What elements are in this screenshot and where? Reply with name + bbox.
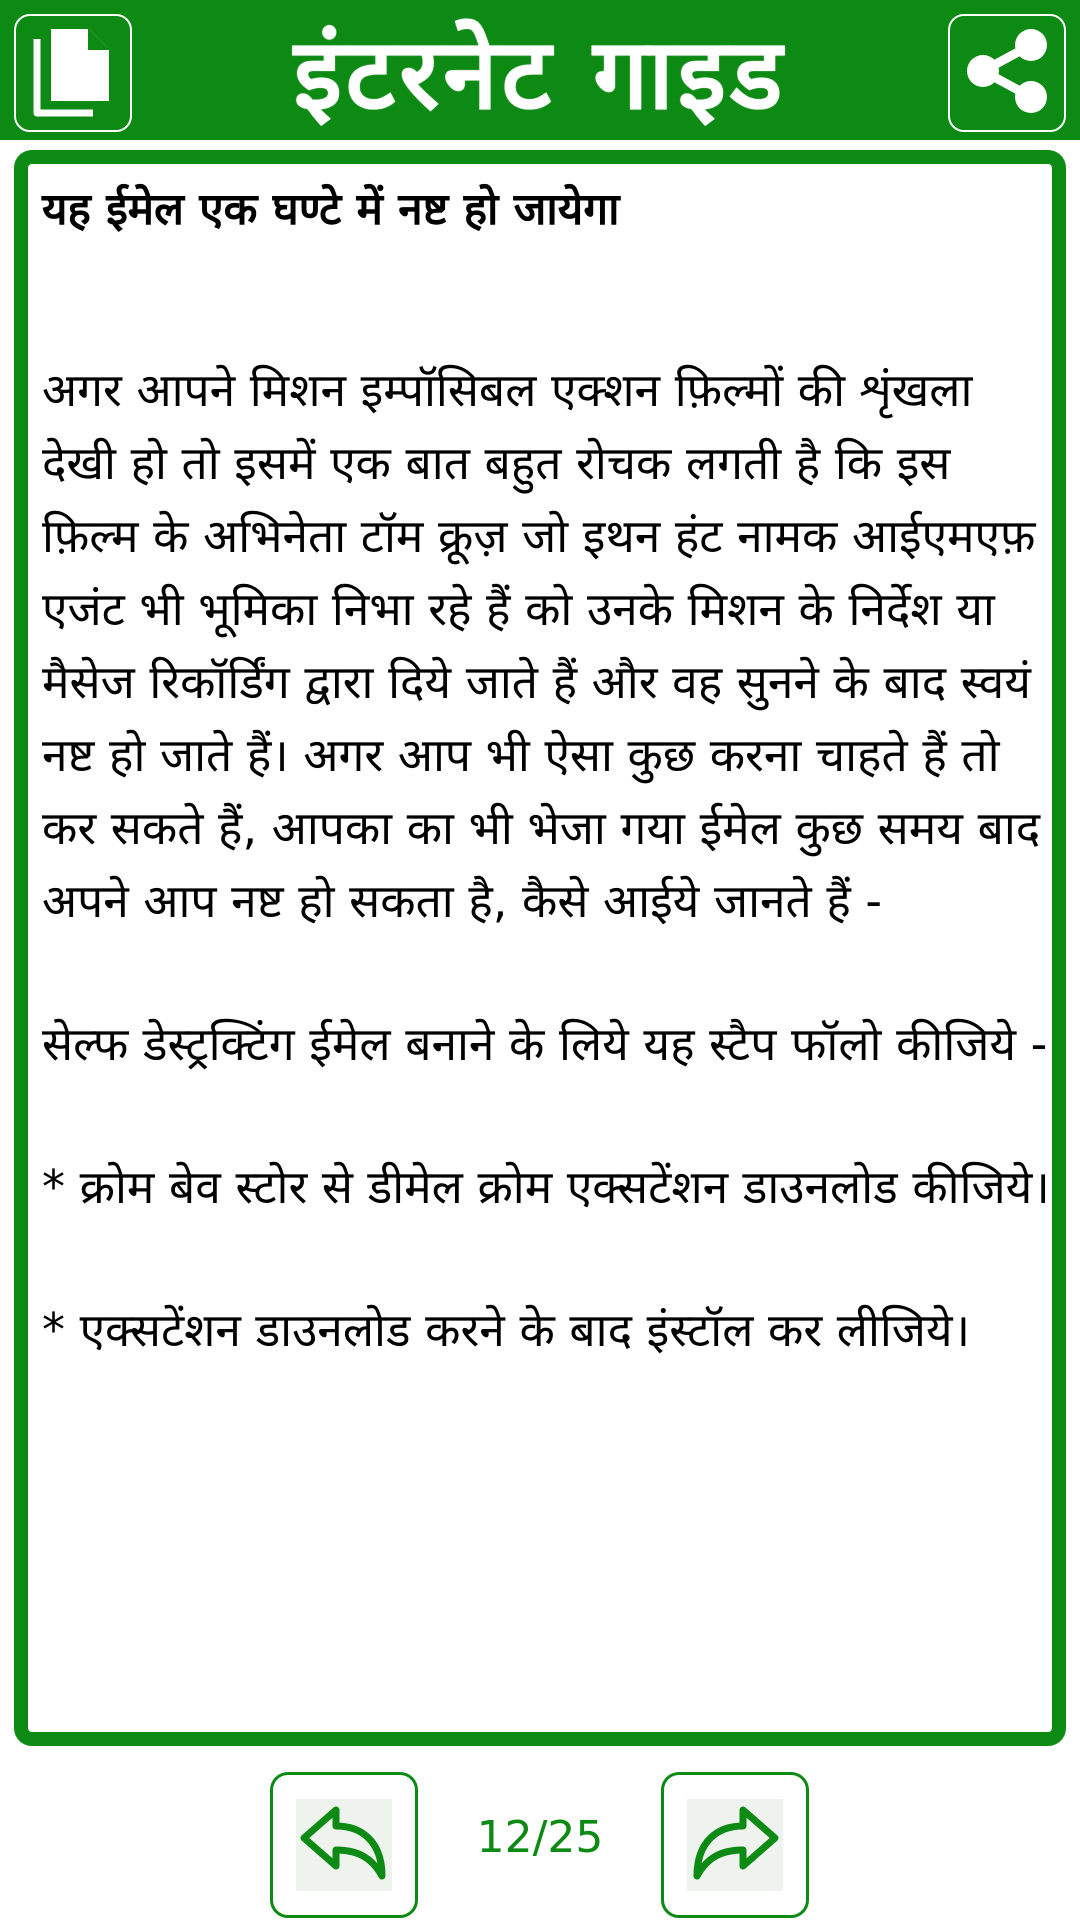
copy-button[interactable] bbox=[14, 14, 132, 132]
article-step-2: * एक्सटेंशन डाउनलोड करने के बाद इंस्टॉल कर लीजिये। bbox=[42, 1303, 971, 1357]
next-page-button[interactable] bbox=[661, 1772, 809, 1918]
spacer bbox=[42, 1224, 1052, 1294]
top-app-bar bbox=[0, 0, 1080, 140]
page-counter: 12/25 bbox=[476, 1812, 604, 1863]
spacer bbox=[42, 938, 1052, 1008]
spacer bbox=[42, 1081, 1052, 1151]
back-arrow-icon bbox=[300, 1804, 388, 1886]
app-title: इंटरनेट गाइड bbox=[293, 18, 787, 132]
copy-icon bbox=[31, 25, 115, 121]
spacer bbox=[42, 238, 1052, 354]
button-face bbox=[687, 1799, 783, 1891]
article-title: यह ईमेल एक घण्टे में नष्ट हो जायेगा bbox=[42, 184, 620, 235]
article-paragraph-intro: अगर आपने मिशन इम्पॉसिबल एक्शन फ़िल्मों की शृंखला देखी हो तो इसमें एक बात बहुत रोचक लगती है कि इस फ़िल्म के अभिनेता टॉम क्रूज़ जो इथन हंट नामक आईएमएफ़ एजंट भी भूमिका निभा रहे हैं को उनके मिशन के निर्देश या मैसेज रिकॉर्डिंग द्वारा दिये जाते हैं और वह सुनने के बाद स्वयं नष्ट हो जाते हैं। अगर आप भी ऐसा कुछ करना चाहते हैं तो कर सकते हैं, आपका का भी भेजा गया ईमेल कुछ समय बाद अपने आप नष्ट हो सकता है, कैसे आईये जानते हैं - bbox=[42, 363, 1041, 928]
article-paragraph-steps-heading: सेल्फ डेस्ट्रक्टिंग ईमेल बनाने के लिये यह स्टैप फॉलो कीजिये - bbox=[42, 1017, 1048, 1071]
article-step-1: * क्रोम बेव स्टोर से डीमेल क्रोम एक्सटेंशन डाउनलोड कीजिये। bbox=[42, 1160, 1050, 1214]
article-card[interactable] bbox=[14, 150, 1066, 1746]
previous-page-button[interactable] bbox=[270, 1772, 418, 1918]
share-button[interactable] bbox=[948, 14, 1066, 132]
share-icon bbox=[961, 25, 1053, 121]
article-content bbox=[28, 164, 1052, 1367]
button-face bbox=[296, 1799, 392, 1891]
forward-arrow-icon bbox=[691, 1804, 779, 1886]
